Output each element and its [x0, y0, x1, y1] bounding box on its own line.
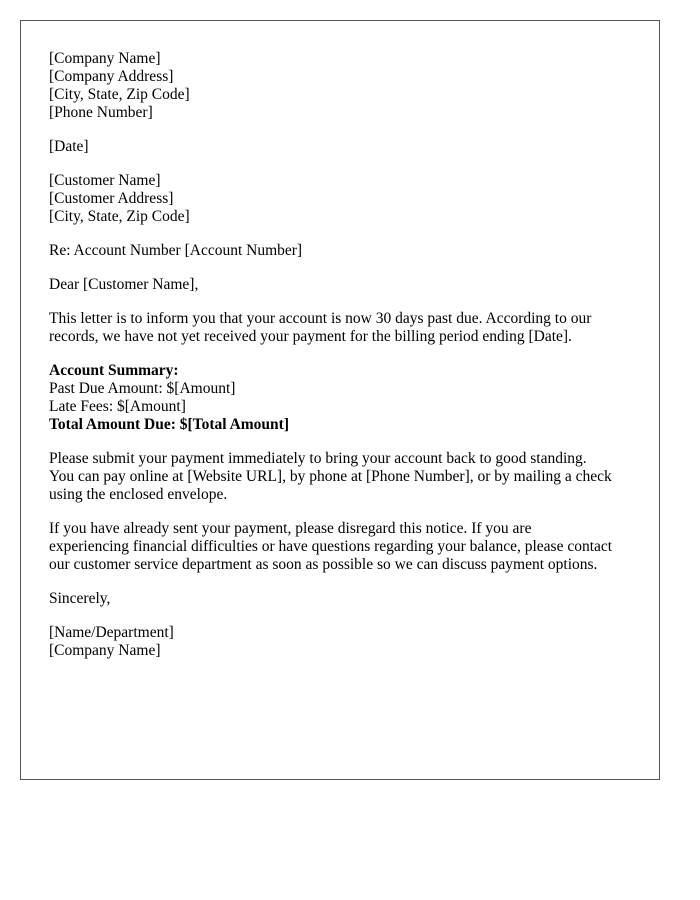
payment-request-paragraph	[49, 450, 641, 504]
letter-date: [Date]	[49, 138, 89, 155]
letter-frame	[20, 20, 660, 780]
signature-name-department: [Name/Department]	[49, 624, 174, 641]
sender-company-name: [Company Name]	[49, 50, 161, 67]
account-summary	[49, 362, 641, 434]
closing-block	[49, 590, 641, 608]
salutation-block	[49, 276, 641, 294]
sender-phone: [Phone Number]	[49, 104, 153, 121]
signature-company-name: [Company Name]	[49, 642, 161, 659]
intro-line: records, we have not yet received your payment for the billing period ending [Date].	[49, 328, 572, 345]
recipient-block	[49, 172, 641, 226]
re-line-block	[49, 242, 641, 260]
total-amount-due: Total Amount Due: $[Total Amount]	[49, 416, 290, 433]
recipient-name: [Customer Name]	[49, 172, 161, 189]
salutation: Dear [Customer Name],	[49, 276, 199, 293]
closing: Sincerely,	[49, 590, 111, 607]
sender-block	[49, 50, 641, 122]
disregard-line: If you have already sent your payment, please disregard this notice. If you are	[49, 520, 532, 537]
past-due-amount: Past Due Amount: $[Amount]	[49, 380, 236, 397]
payment-request-line: You can pay online at [Website URL], by phone at [Phone Number], or by mailing a check	[49, 468, 612, 485]
recipient-address: [Customer Address]	[49, 190, 174, 207]
disregard-line: experiencing financial difficulties or have questions regarding your balance, please contact	[49, 538, 613, 555]
sender-company-address: [Company Address]	[49, 68, 174, 85]
date-block	[49, 138, 641, 156]
re-line: Re: Account Number [Account Number]	[49, 242, 303, 259]
payment-request-line: Please submit your payment immediately to bring your account back to good standing.	[49, 450, 587, 467]
signature-block	[49, 624, 641, 660]
recipient-city-state-zip: [City, State, Zip Code]	[49, 208, 190, 225]
intro-paragraph	[49, 310, 641, 346]
sender-city-state-zip: [City, State, Zip Code]	[49, 86, 190, 103]
late-fees: Late Fees: $[Amount]	[49, 398, 186, 415]
intro-line: This letter is to inform you that your account is now 30 days past due. According to our	[49, 310, 592, 327]
disregard-line: our customer service department as soon as possible so we can discuss payment options.	[49, 556, 598, 573]
disregard-paragraph	[49, 520, 641, 574]
payment-request-line: using the enclosed envelope.	[49, 486, 228, 503]
summary-heading: Account Summary:	[49, 362, 179, 379]
letter-body	[49, 50, 641, 676]
